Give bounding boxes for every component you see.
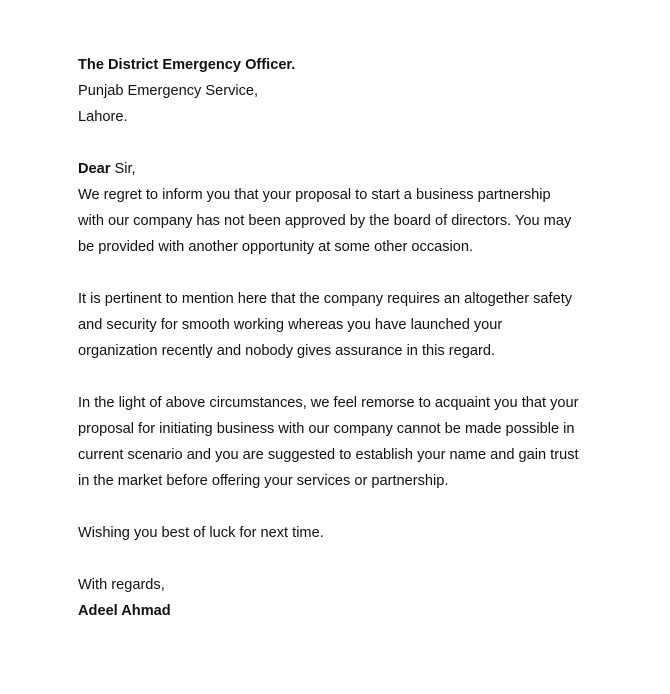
paragraph-line: It is pertinent to mention here that the company requires an altogether safety (78, 291, 573, 307)
recipient-city: Lahore. (78, 109, 128, 125)
closing-regards: With regards, (78, 577, 165, 593)
paragraph-line: in the market before offering your services or partnership. (78, 473, 449, 489)
recipient-title: The District Emergency Officer. (78, 57, 296, 73)
recipient-organization: Punjab Emergency Service, (78, 83, 259, 99)
paragraph-line: be provided with another opportunity at some other occasion. (78, 239, 474, 255)
spacer (78, 364, 638, 390)
paragraph-line: In the light of above circumstances, we feel remorse to acquaint you that your (78, 395, 579, 411)
salutation (78, 156, 638, 182)
spacer (78, 546, 638, 572)
paragraph-2 (78, 286, 638, 364)
letter-body (78, 52, 638, 624)
paragraph-line: and security for smooth working whereas you have launched your (78, 317, 503, 333)
paragraph-1 (78, 182, 638, 260)
spacer (78, 494, 638, 520)
spacer (78, 260, 638, 286)
salutation-dear: Dear (78, 161, 111, 177)
paragraph-line: current scenario and you are suggested to establish your name and gain trust (78, 447, 579, 463)
spacer (78, 130, 638, 156)
paragraph-line: organization recently and nobody gives assurance in this regard. (78, 343, 495, 359)
paragraph-line: with our company has not been approved by the board of directors. You may (78, 213, 572, 229)
paragraph-line: Wishing you best of luck for next time. (78, 525, 324, 541)
paragraph-4 (78, 520, 638, 546)
salutation-rest: Sir, (110, 161, 136, 177)
paragraph-line: We regret to inform you that your proposal to start a business partnership (78, 187, 551, 203)
paragraph-3 (78, 390, 638, 494)
signature-name: Adeel Ahmad (78, 603, 171, 619)
paragraph-line: proposal for initiating business with our company cannot be made possible in (78, 421, 575, 437)
